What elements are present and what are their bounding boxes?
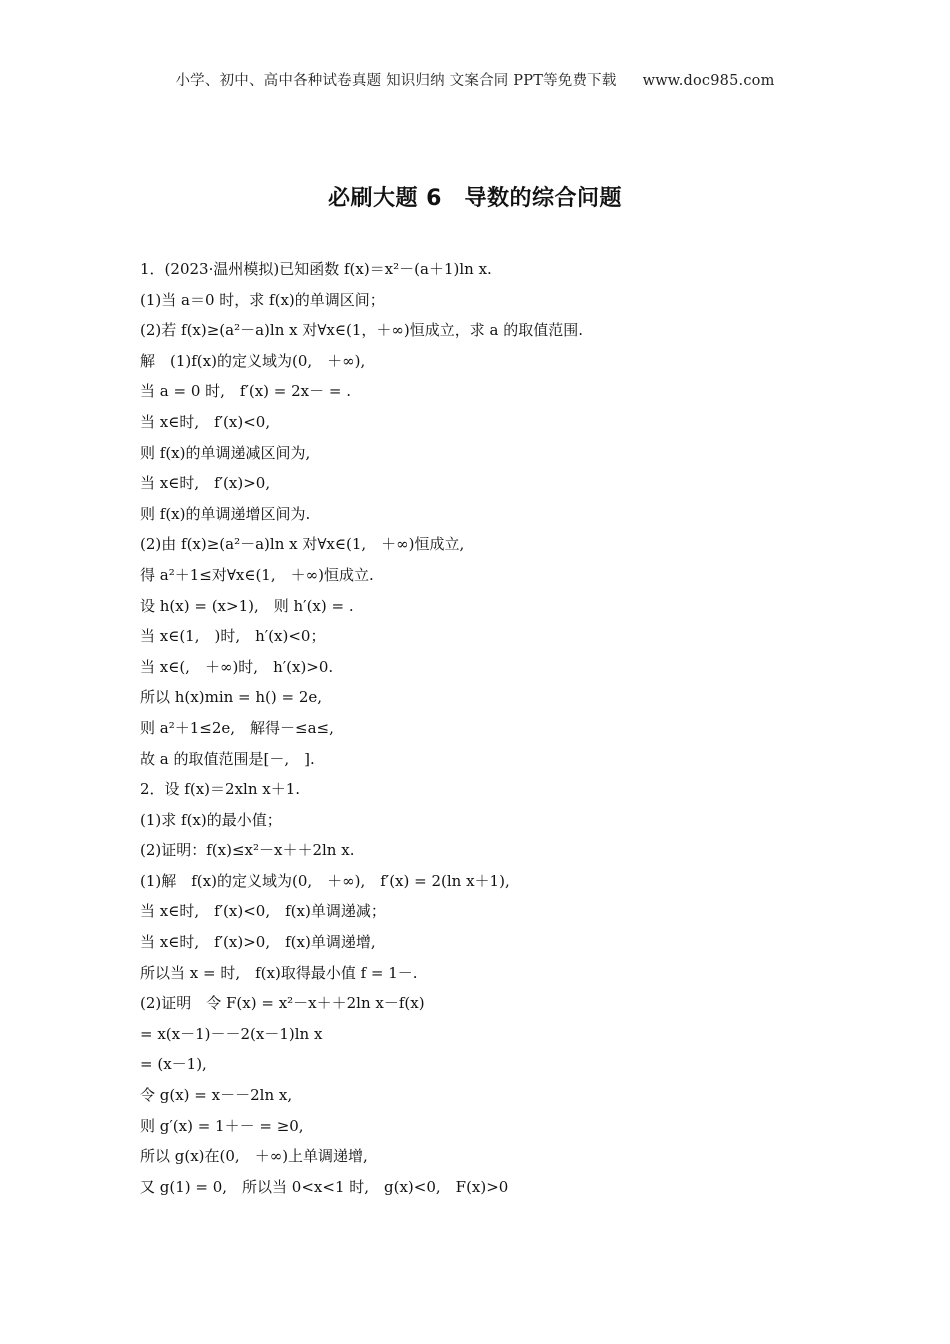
solution-line: 所以 g(x)在(0, ＋∞)上单调递增, xyxy=(140,1147,368,1166)
document-title: 必刷大题 6 导数的综合问题 xyxy=(328,186,622,211)
page-header xyxy=(0,69,950,90)
header-site-link[interactable]: www.doc985.com xyxy=(642,73,775,89)
problem-2-part-2: (2)证明：f(x)≤x²－x＋＋2ln x. xyxy=(140,841,355,860)
solution-line: 解 (1)f(x)的定义域为(0, ＋∞), xyxy=(140,351,366,370)
solution-line: 令 g(x) = x－－2ln x, xyxy=(140,1086,293,1105)
solution-line: = x(x－1)－－2(x－1)ln x xyxy=(140,1024,323,1043)
solution-line: (2)证明 令 F(x) = x²－x＋＋2ln x－f(x) xyxy=(140,994,425,1013)
solution-line: (1)解 f(x)的定义域为(0, ＋∞), f′(x) = 2(ln x＋1), xyxy=(140,871,510,890)
solution-line: 设 h(x) = (x>1), 则 h′(x) = . xyxy=(140,596,354,615)
solution-line: = (x－1), xyxy=(140,1055,207,1074)
problem-1-part-1: (1)当 a＝0 时，求 f(x)的单调区间； xyxy=(140,290,385,309)
solution-line: 故 a 的取值范围是[－, ]. xyxy=(140,749,315,768)
solution-line: 则 a²＋1≤2e, 解得－≤a≤, xyxy=(140,718,334,737)
solution-line: 则 f(x)的单调递增区间为. xyxy=(140,504,311,523)
solution-line: (2)由 f(x)≥(a²－a)ln x 对∀x∈(1, ＋∞)恒成立, xyxy=(140,535,465,554)
document-body xyxy=(140,254,840,1202)
solution-line: 则 g′(x) = 1＋－ = ≥0, xyxy=(140,1116,304,1135)
problem-2-statement: 2．设 f(x)＝2xln x＋1. xyxy=(140,780,301,799)
header-text: 小学、初中、高中各种试卷真题 知识归纳 文案合同 PPT等免费下载 xyxy=(175,73,617,89)
problem-1-statement: 1．(2023·温州模拟)已知函数 f(x)＝x²－(a＋1)ln x. xyxy=(140,260,492,278)
solution-line: 得 a²＋1≤对∀x∈(1, ＋∞)恒成立. xyxy=(140,565,374,584)
solution-line: 当 x∈时, f′(x)>0, f(x)单调递增, xyxy=(140,933,376,952)
problem-2-part-1: (1)求 f(x)的最小值； xyxy=(140,810,282,829)
solution-line: 又 g(1) = 0, 所以当 0<x<1 时, g(x)<0, F(x)>0 xyxy=(140,1177,509,1196)
solution-line: 当 x∈时, f′(x)<0, f(x)单调递减； xyxy=(140,902,386,921)
solution-line: 当 x∈(, ＋∞)时, h′(x)>0. xyxy=(140,657,334,676)
solution-line: 所以当 x = 时, f(x)取得最小值 f = 1－. xyxy=(140,963,418,982)
solution-line: 当 x∈时, f′(x)<0, xyxy=(140,412,271,431)
solution-line: 当 a = 0 时, f′(x) = 2x－ = . xyxy=(140,382,351,401)
solution-line: 所以 h(x)min = h() = 2e, xyxy=(140,688,323,707)
solution-line: 当 x∈(1, )时, h′(x)<0； xyxy=(140,627,326,646)
solution-line: 则 f(x)的单调递减区间为, xyxy=(140,443,311,462)
solution-line: 当 x∈时, f′(x)>0, xyxy=(140,474,271,493)
problem-1-part-2: (2)若 f(x)≥(a²－a)ln x 对∀x∈(1，＋∞)恒成立，求 a 的取值范围. xyxy=(140,321,583,340)
